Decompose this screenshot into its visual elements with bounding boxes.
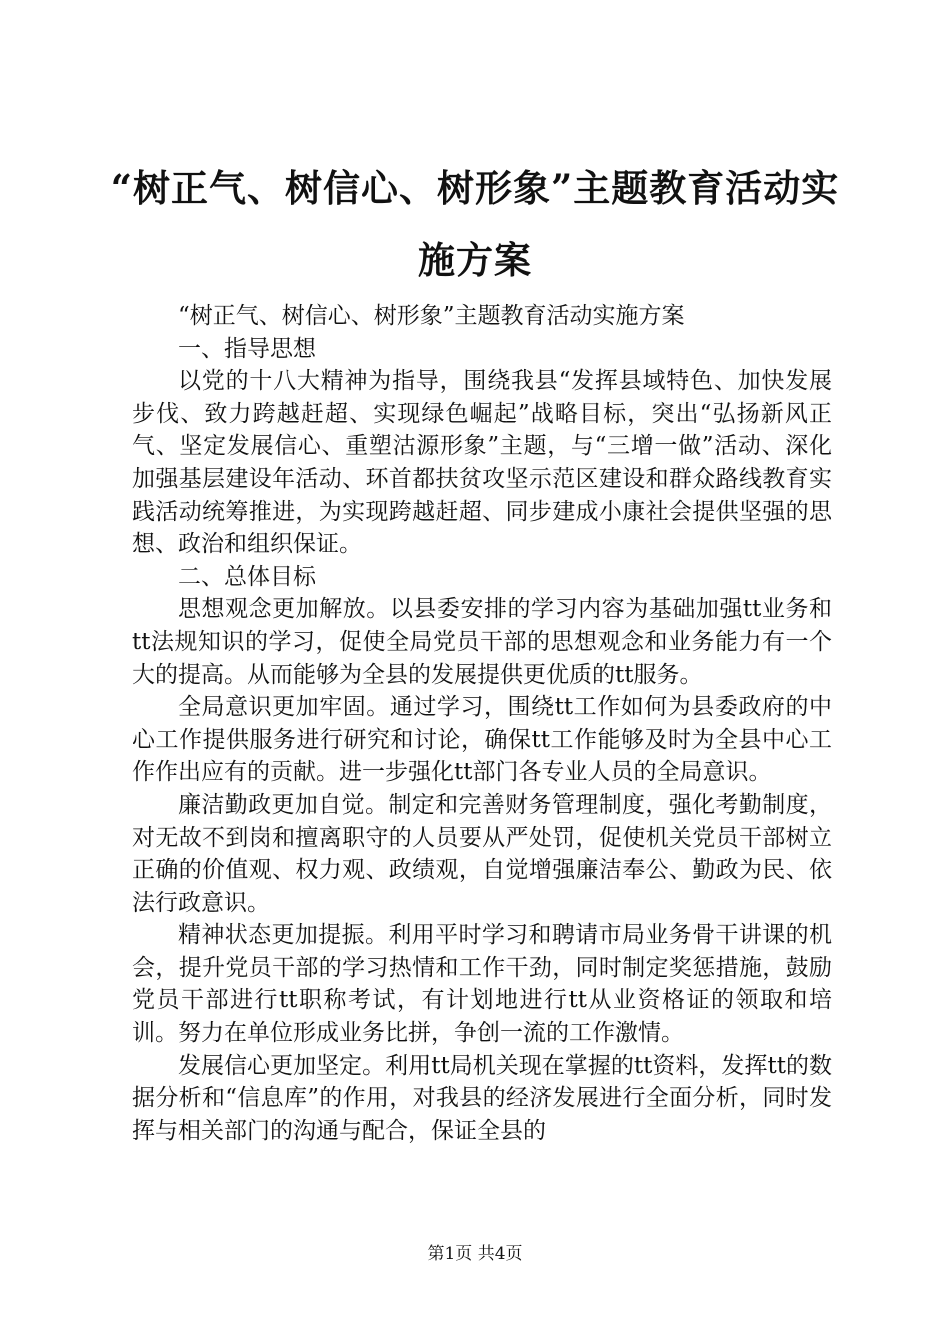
paragraph: 廉洁勤政更加自觉。制定和完善财务管理制度，强化考勤制度，对无故不到岗和擅离职守的人员要从严处罚，促使机关党员干部树立正确的价值观、权力观、政绩观，自觉增强廉洁奉公、勤政为民、依法行政意识。 bbox=[132, 791, 832, 916]
paragraph: 思想观念更加解放。以县委安排的学习内容为基础加强tt业务和tt法规知识的学习，促使全局党员干部的思想观念和业务能力有一个大的提高。从而能够为全县的发展提供更优质的tt服务。 bbox=[132, 596, 832, 688]
paragraph: 精神状态更加提振。利用平时学习和聘请市局业务骨干讲课的机会，提升党员干部的学习热情和工作干劲，同时制定奖惩措施，鼓励党员干部进行tt职称考试，有计划地进行tt从业资格证的领取和培训。努力在单位形成业务比拼，争创一流的工作激情。 bbox=[132, 922, 832, 1047]
document-body bbox=[132, 300, 832, 1147]
paragraph-subtitle: “树正气、树信心、树形象”主题教育活动实施方案 bbox=[178, 303, 685, 329]
paragraph: 以党的十八大精神为指导，围绕我县“发挥县域特色、加快发展步伐、致力跨越赶超、实现绿色崛起”战略目标，突出“弘扬新风正气、坚定发展信心、重塑沽源形象”主题，与“三增一做”活动、深化加强基层建设年活动、环首都扶贫攻坚示范区建设和群众路线教育实践活动统筹推进，为实现跨越赶超、同步建成小康社会提供坚强的思想、政治和组织保证。 bbox=[132, 368, 832, 558]
paragraph: 全局意识更加牢固。通过学习，围绕tt工作如何为县委政府的中心工作提供服务进行研究和讨论，确保tt工作能够及时为全县中心工作作出应有的贡献。进一步强化tt部门各专业人员的全局意识。 bbox=[132, 694, 832, 786]
section-heading-overall-goal: 二、总体目标 bbox=[178, 563, 316, 590]
document-title: “树正气、树信心、树形象”主题教育活动实施方案 bbox=[110, 166, 840, 282]
page-footer: 第1页 共4页 bbox=[427, 1244, 523, 1264]
section-heading-guiding-thought: 一、指导思想 bbox=[178, 335, 316, 362]
paragraph: 发展信心更加坚定。利用tt局机关现在掌握的tt资料，发挥tt的数据分析和“信息库”的作用，对我县的经济发展进行全面分析，同时发挥与相关部门的沟通与配合，保证全县的 bbox=[132, 1052, 832, 1144]
